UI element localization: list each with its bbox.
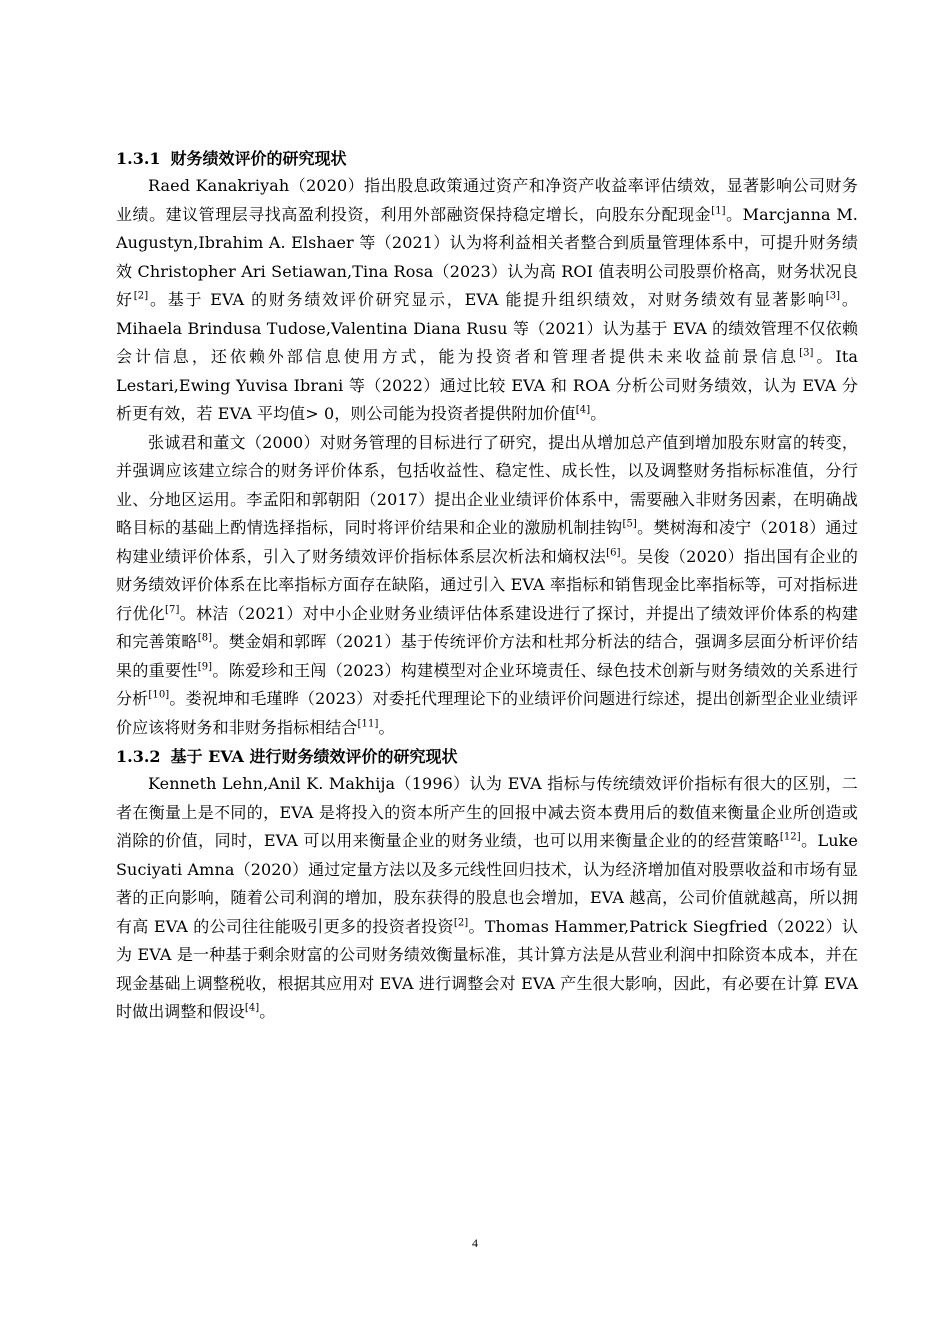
citation: [4] — [575, 404, 591, 416]
paragraph-1 — [116, 172, 858, 429]
section-title: 财务绩效评价的研究现状 — [170, 149, 347, 168]
text-run: 。Marcjanna M. Augustyn,Ibrahim A. Elshaer 等（2021）认为将利益相关者整合到质量管理体系中，可提升财务绩效 Christopher Ari Setiawan,Tina Rosa（2023）认为高 ROI 值表明公司股票价格高，财务状况良好 — [116, 204, 858, 309]
text-run: Kenneth Lehn,Anil K. Makhija（1996）认为 EVA 指标与传统绩效评价指标有很大的区别，二者在衡量上是不同的，EVA 是将投入的资本所产生的回报中减去资本费用后的数值来衡量企业所创造或消除的价值，同时，EVA 可以用来衡量企业的财务业绩，也可以用来衡量企业的的经营策略 — [116, 774, 858, 850]
text-run: 。樊树海和凌宁（2018）通过构建业绩评价体系，引入了财务绩效评价指标体系层次析法和熵权法 — [116, 518, 858, 566]
text-run: 。Luke Suciyati Amna（2020）通过定量方法以及多元线性回归技术，认为经济增加值对股票收益和市场有显著的正向影响，随着公司利润的增加，股东获得的股息也会增加，EVA 越高，公司价值就越高，所以拥有高 EVA 的公司往往能吸引更多的投资者投资 — [116, 831, 859, 936]
citation: [11] — [357, 718, 379, 730]
text-run: 。林洁（2021）对中小企业财务业绩评估体系建设进行了探讨，并提出了绩效评价体系的构建和完善策略 — [116, 603, 858, 651]
text-run: 。Ita Lestari,Ewing Yuvisa Ibrani 等（2022）通过比较 EVA 和 ROA 分析公司财务绩效，认为 EVA 分析更有效，若 EVA 平均值> 0，则公司能为投资者提供附加价值 — [116, 347, 858, 423]
text-run: Raed Kanakriyah（2020）指出股息政策通过资产和净资产收益率评估绩效，显著影响公司财务业绩。建议管理层寻找高盈利投资，利用外部融资保持稳定增长，向股东分配现金 — [116, 176, 858, 224]
section-heading-1-3-1 — [116, 146, 858, 172]
page-number: 4 — [472, 1236, 478, 1250]
text-run: 张诚君和董文（2000）对财务管理的目标进行了研究，提出从增加总产值到增加股东财富的转变，并强调应该建立综合的财务评价体系，包括收益性、稳定性、成长性，以及调整财务指标标准值，分行业、分地区运用。李孟阳和郭朝阳（2017）提出企业业绩评价体系中，需要融入非财务因素，在明确战略目标的基础上酌情选择指标，同时将评价结果和企业的激励机制挂钩 — [116, 432, 858, 537]
text-run: 。Mihaela Brindusa Tudose,Valentina Diana Rusu 等（2021）认为基于 EVA 的绩效管理不仅依赖会计信息，还依赖外部信息使用方式，能为投资者和管理者提供未来收益前景信息 — [116, 290, 858, 366]
text-run: 。 — [590, 404, 607, 423]
text-run: 。吴俊（2020）指出国有企业的财务绩效评价体系在比率指标方面存在缺陷，通过引入 EVA 率指标和销售现金比率指标等，可对指标进行优化 — [116, 546, 858, 623]
citation: [2] — [453, 917, 469, 929]
section-title: 基于 EVA 进行财务绩效评价的研究现状 — [170, 747, 458, 766]
citation: [1] — [711, 205, 726, 217]
citation: [7] — [165, 604, 180, 616]
citation: [12] — [779, 831, 801, 843]
paragraph-3 — [116, 770, 858, 1027]
citation: [9] — [197, 661, 213, 673]
page-content — [116, 146, 858, 1027]
text-run: 。陈爱珍和王闯（2023）构建模型对企业环境责任、绿色技术创新与财务绩效的关系进行分析 — [116, 660, 858, 708]
text-run: 。樊金娟和郭晖（2021）基于传统评价方法和杜邦分析法的结合，强调多层面分析评价结果的重要性 — [116, 632, 858, 680]
text-run: 。娄祝坤和毛瑾晔（2023）对委托代理理论下的业绩评价问题进行综述，提出创新型企业业绩评价应该将财务和非财务指标相结合 — [116, 689, 858, 737]
citation: [3] — [825, 290, 841, 302]
citation: [5] — [622, 518, 637, 530]
section-heading-1-3-2 — [116, 744, 858, 770]
citation: [3] — [799, 347, 814, 359]
citation: [6] — [606, 547, 621, 559]
text-run: 。基于 EVA 的财务绩效评价研究显示，EVA 能提升组织绩效，对财务绩效有显著影响 — [148, 290, 826, 309]
citation: [10] — [148, 689, 170, 701]
paragraph-2 — [116, 429, 858, 743]
citation: [2] — [133, 290, 149, 302]
section-number: 1.3.1 — [116, 149, 161, 168]
text-run: 。 — [378, 717, 395, 737]
text-run: 。Thomas Hammer,Patrick Siegfried（2022）认为 EVA 是一种基于剩余财富的公司财务绩效衡量标准，其计算方法是从营业利润中扣除资本成本，并在现金基础上调整税收，根据其应用对 EVA 进行调整会对 EVA 产生很大影响，因此，有必要在计算 EVA 时做出调整和假设 — [116, 916, 858, 1021]
citation: [8] — [197, 632, 213, 644]
text-run: 。 — [259, 1002, 276, 1021]
citation: [4] — [244, 1002, 260, 1014]
section-number: 1.3.2 — [116, 747, 161, 766]
